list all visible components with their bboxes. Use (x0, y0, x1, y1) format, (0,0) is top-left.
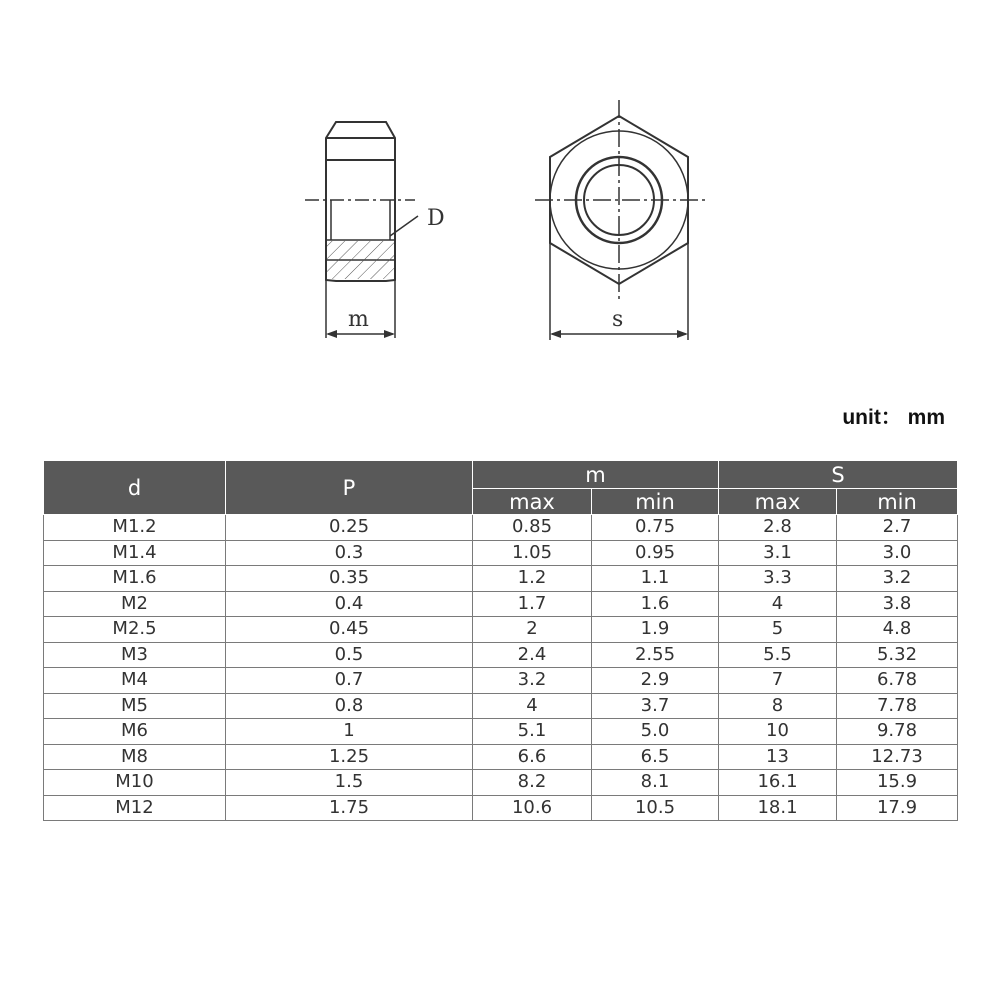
cell-s-min: 3.0 (837, 540, 958, 566)
table-row (44, 668, 958, 694)
header-s-min: min (837, 489, 958, 515)
cell-m-max: 6.6 (473, 744, 592, 770)
table-row (44, 642, 958, 668)
cell-p: 0.45 (226, 617, 473, 643)
cell-m-min: 2.9 (592, 668, 719, 694)
cell-s-min: 7.78 (837, 693, 958, 719)
nut-side-view (326, 122, 395, 281)
header-s-max: max (719, 489, 837, 515)
cell-d: M10 (44, 770, 226, 796)
cell-m-min: 8.1 (592, 770, 719, 796)
cell-p: 1.75 (226, 795, 473, 821)
cell-m-min: 6.5 (592, 744, 719, 770)
cell-m-max: 1.2 (473, 566, 592, 592)
cell-m-max: 1.05 (473, 540, 592, 566)
cell-d: M6 (44, 719, 226, 745)
cell-s-max: 5.5 (719, 642, 837, 668)
table-row (44, 770, 958, 796)
table-row (44, 566, 958, 592)
cell-p: 1.5 (226, 770, 473, 796)
front-centerlines (535, 100, 705, 300)
table-row (44, 744, 958, 770)
cell-s-max: 18.1 (719, 795, 837, 821)
unit-label: unit： mm (842, 406, 945, 429)
label-s: s (612, 307, 624, 332)
cell-d: M1.4 (44, 540, 226, 566)
side-hatch-section (327, 241, 394, 279)
cell-m-min: 1.9 (592, 617, 719, 643)
cell-d: M2.5 (44, 617, 226, 643)
header-d: d (44, 461, 226, 515)
cell-s-min: 17.9 (837, 795, 958, 821)
cell-s-max: 7 (719, 668, 837, 694)
cell-s-max: 13 (719, 744, 837, 770)
cell-p: 1 (226, 719, 473, 745)
header-s: S (719, 461, 958, 489)
table-row (44, 591, 958, 617)
cell-s-max: 4 (719, 591, 837, 617)
cell-s-min: 4.8 (837, 617, 958, 643)
cell-d: M2 (44, 591, 226, 617)
cell-p: 0.3 (226, 540, 473, 566)
cell-d: M4 (44, 668, 226, 694)
cell-d: M1.2 (44, 515, 226, 541)
cell-m-max: 4 (473, 693, 592, 719)
cell-m-max: 10.6 (473, 795, 592, 821)
cell-s-min: 15.9 (837, 770, 958, 796)
cell-d: M1.6 (44, 566, 226, 592)
cell-m-max: 2.4 (473, 642, 592, 668)
cell-d: M12 (44, 795, 226, 821)
spec-table (43, 460, 958, 821)
cell-m-max: 8.2 (473, 770, 592, 796)
cell-m-max: 0.85 (473, 515, 592, 541)
cell-m-max: 1.7 (473, 591, 592, 617)
cell-p: 0.4 (226, 591, 473, 617)
table-row (44, 795, 958, 821)
cell-s-max: 5 (719, 617, 837, 643)
cell-m-max: 3.2 (473, 668, 592, 694)
cell-m-min: 0.75 (592, 515, 719, 541)
table-row (44, 719, 958, 745)
cell-d: M8 (44, 744, 226, 770)
cell-s-min: 5.32 (837, 642, 958, 668)
header-m-min: min (592, 489, 719, 515)
hex-nut-drawing (0, 0, 1000, 360)
cell-m-min: 10.5 (592, 795, 719, 821)
label-m: m (348, 307, 369, 332)
cell-s-max: 3.3 (719, 566, 837, 592)
cell-p: 0.8 (226, 693, 473, 719)
cell-m-min: 1.6 (592, 591, 719, 617)
cell-m-max: 2 (473, 617, 592, 643)
cell-m-min: 0.95 (592, 540, 719, 566)
cell-s-min: 9.78 (837, 719, 958, 745)
cell-p: 0.7 (226, 668, 473, 694)
header-m: m (473, 461, 719, 489)
cell-m-min: 2.55 (592, 642, 719, 668)
cell-s-max: 16.1 (719, 770, 837, 796)
table-row (44, 540, 958, 566)
cell-s-max: 8 (719, 693, 837, 719)
label-D: D (427, 206, 445, 231)
cell-s-max: 2.8 (719, 515, 837, 541)
cell-d: M5 (44, 693, 226, 719)
cell-m-min: 1.1 (592, 566, 719, 592)
cell-m-max: 5.1 (473, 719, 592, 745)
cell-p: 0.35 (226, 566, 473, 592)
cell-s-min: 3.2 (837, 566, 958, 592)
cell-p: 1.25 (226, 744, 473, 770)
cell-s-min: 3.8 (837, 591, 958, 617)
cell-s-min: 12.73 (837, 744, 958, 770)
header-m-max: max (473, 489, 592, 515)
cell-s-max: 3.1 (719, 540, 837, 566)
table-row (44, 693, 958, 719)
cell-p: 0.5 (226, 642, 473, 668)
cell-s-min: 6.78 (837, 668, 958, 694)
cell-s-min: 2.7 (837, 515, 958, 541)
header-p: P (226, 461, 473, 515)
cell-p: 0.25 (226, 515, 473, 541)
cell-s-max: 10 (719, 719, 837, 745)
cell-d: M3 (44, 642, 226, 668)
cell-m-min: 3.7 (592, 693, 719, 719)
table-row (44, 617, 958, 643)
table-row (44, 515, 958, 541)
cell-m-min: 5.0 (592, 719, 719, 745)
